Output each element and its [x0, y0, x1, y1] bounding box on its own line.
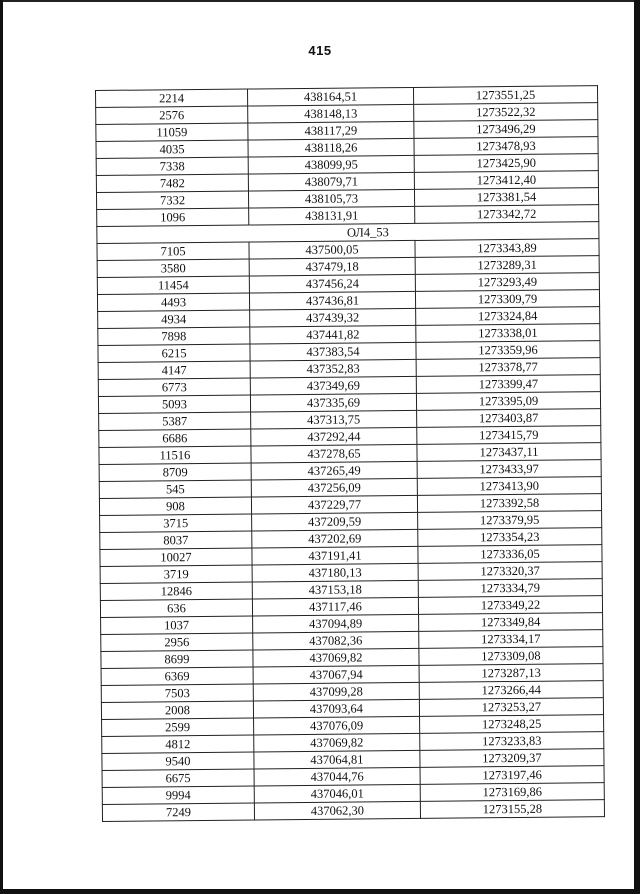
x-coordinate-cell: 438117,29 [248, 121, 414, 140]
point-number-cell: 2576 [96, 106, 248, 124]
point-number-cell: 4812 [102, 735, 254, 753]
x-coordinate-cell: 437082,36 [253, 631, 419, 650]
y-coordinate-cell: 1273378,77 [416, 358, 600, 377]
y-coordinate-cell: 1273395,09 [416, 392, 600, 411]
x-coordinate-cell: 437046,01 [254, 784, 420, 803]
y-coordinate-cell: 1273289,31 [415, 256, 599, 275]
y-coordinate-cell: 1273293,49 [415, 273, 599, 292]
y-coordinate-cell: 1273309,08 [419, 647, 603, 666]
y-coordinate-cell: 1273349,22 [418, 596, 602, 615]
x-coordinate-cell: 438164,51 [247, 87, 413, 106]
x-coordinate-cell: 437335,69 [250, 393, 416, 412]
y-coordinate-cell: 1273379,95 [418, 511, 602, 530]
x-coordinate-cell: 437439,32 [250, 308, 416, 327]
y-coordinate-cell: 1273266,44 [419, 681, 603, 700]
y-coordinate-cell: 1273349,84 [419, 613, 603, 632]
point-number-cell: 5387 [99, 412, 251, 430]
y-coordinate-cell: 1273478,93 [414, 137, 598, 156]
x-coordinate-cell: 438079,71 [248, 172, 414, 191]
point-number-cell: 4493 [97, 293, 249, 311]
point-number-cell: 908 [99, 497, 251, 515]
x-coordinate-cell: 438099,95 [248, 155, 414, 174]
point-number-cell: 4035 [96, 140, 248, 158]
point-number-cell: 7898 [98, 327, 250, 345]
x-coordinate-cell: 437479,18 [249, 257, 415, 276]
y-coordinate-cell: 1273433,97 [417, 460, 601, 479]
point-number-cell: 2214 [96, 89, 248, 107]
point-number-cell: 1037 [101, 616, 253, 634]
x-coordinate-cell: 437191,41 [252, 546, 418, 565]
point-number-cell: 3715 [100, 514, 252, 532]
point-number-cell: 636 [100, 599, 252, 617]
y-coordinate-cell: 1273253,27 [419, 698, 603, 717]
point-number-cell: 7482 [96, 174, 248, 192]
point-number-cell: 6675 [102, 769, 254, 787]
point-number-cell: 6686 [99, 429, 251, 447]
x-coordinate-cell: 437064,81 [254, 750, 420, 769]
x-coordinate-cell: 437436,81 [249, 291, 415, 310]
point-number-cell: 1096 [97, 208, 249, 226]
x-coordinate-cell: 437500,05 [249, 240, 415, 259]
page-number: 415 [308, 43, 332, 58]
x-coordinate-cell: 438105,73 [248, 189, 414, 208]
y-coordinate-cell: 1273338,01 [416, 324, 600, 343]
scan-border-bottom [0, 889, 640, 894]
x-coordinate-cell: 438118,26 [248, 138, 414, 157]
point-number-cell: 6369 [101, 667, 253, 685]
y-coordinate-cell: 1273522,32 [414, 103, 598, 122]
point-number-cell: 9540 [102, 752, 254, 770]
x-coordinate-cell: 437209,59 [252, 512, 418, 531]
y-coordinate-cell: 1273343,89 [415, 239, 599, 258]
y-coordinate-cell: 1273359,96 [416, 341, 600, 360]
point-number-cell: 9994 [102, 786, 254, 804]
x-coordinate-cell: 437180,13 [252, 563, 418, 582]
point-number-cell: 7105 [97, 242, 249, 260]
point-number-cell: 11454 [97, 276, 249, 294]
point-number-cell: 545 [99, 480, 251, 498]
x-coordinate-cell: 437313,75 [251, 410, 417, 429]
point-number-cell: 7332 [96, 191, 248, 209]
x-coordinate-cell: 437069,82 [254, 733, 420, 752]
x-coordinate-cell: 437069,82 [253, 648, 419, 667]
x-coordinate-cell: 437076,09 [254, 716, 420, 735]
y-coordinate-cell: 1273551,25 [413, 86, 597, 105]
point-number-cell: 12846 [100, 582, 252, 600]
y-coordinate-cell: 1273425,90 [414, 154, 598, 173]
point-number-cell: 8037 [100, 531, 252, 549]
y-coordinate-cell: 1273320,37 [418, 562, 602, 581]
point-number-cell: 6215 [98, 344, 250, 362]
y-coordinate-cell: 1273324,84 [416, 307, 600, 326]
coordinates-table [95, 85, 605, 822]
x-coordinate-cell: 437278,65 [251, 444, 417, 463]
x-coordinate-cell: 437093,64 [253, 699, 419, 718]
x-coordinate-cell: 437202,69 [252, 529, 418, 548]
y-coordinate-cell: 1273197,46 [420, 766, 604, 785]
point-number-cell: 8699 [101, 650, 253, 668]
point-number-cell: 5093 [98, 395, 250, 413]
y-coordinate-cell: 1273287,13 [419, 664, 603, 683]
y-coordinate-cell: 1273496,29 [414, 120, 598, 139]
y-coordinate-cell: 1273412,40 [414, 171, 598, 190]
section-title: ОЛ4_53 [97, 222, 599, 244]
x-coordinate-cell: 437044,76 [254, 767, 420, 786]
point-number-cell: 7249 [102, 803, 254, 821]
y-coordinate-cell: 1273399,47 [416, 375, 600, 394]
scan-border-top [0, 0, 640, 2]
y-coordinate-cell: 1273392,58 [417, 494, 601, 513]
point-number-cell: 7338 [96, 157, 248, 175]
point-number-cell: 2008 [101, 701, 253, 719]
x-coordinate-cell: 438131,91 [249, 206, 415, 225]
x-coordinate-cell: 437352,83 [250, 359, 416, 378]
y-coordinate-cell: 1273437,11 [417, 443, 601, 462]
y-coordinate-cell: 1273233,83 [420, 732, 604, 751]
point-number-cell: 3580 [97, 259, 249, 277]
y-coordinate-cell: 1273169,86 [420, 783, 604, 802]
point-number-cell: 8709 [99, 463, 251, 481]
y-coordinate-cell: 1273336,05 [418, 545, 602, 564]
y-coordinate-cell: 1273342,72 [415, 205, 599, 224]
point-number-cell: 7503 [101, 684, 253, 702]
x-coordinate-cell: 437349,69 [250, 376, 416, 395]
point-number-cell: 4934 [98, 310, 250, 328]
y-coordinate-cell: 1273209,37 [420, 749, 604, 768]
y-coordinate-cell: 1273309,79 [415, 290, 599, 309]
y-coordinate-cell: 1273381,54 [414, 188, 598, 207]
point-number-cell: 3719 [100, 565, 252, 583]
x-coordinate-cell: 437456,24 [249, 274, 415, 293]
x-coordinate-cell: 437292,44 [251, 427, 417, 446]
y-coordinate-cell: 1273334,17 [419, 630, 603, 649]
table-body-bottom [97, 239, 605, 822]
x-coordinate-cell: 437153,18 [252, 580, 418, 599]
y-coordinate-cell: 1273415,79 [417, 426, 601, 445]
x-coordinate-cell: 437099,28 [253, 682, 419, 701]
y-coordinate-cell: 1273248,25 [420, 715, 604, 734]
x-coordinate-cell: 437383,54 [250, 342, 416, 361]
x-coordinate-cell: 437229,77 [251, 495, 417, 514]
point-number-cell: 6773 [98, 378, 250, 396]
x-coordinate-cell: 437067,94 [253, 665, 419, 684]
y-coordinate-cell: 1273334,79 [418, 579, 602, 598]
y-coordinate-cell: 1273403,87 [417, 409, 601, 428]
point-number-cell: 2956 [101, 633, 253, 651]
x-coordinate-cell: 437117,46 [252, 597, 418, 616]
point-number-cell: 10027 [100, 548, 252, 566]
table-body-top [96, 86, 599, 227]
y-coordinate-cell: 1273354,23 [418, 528, 602, 547]
y-coordinate-cell: 1273155,28 [420, 800, 604, 819]
point-number-cell: 2599 [102, 718, 254, 736]
x-coordinate-cell: 437256,09 [251, 478, 417, 497]
x-coordinate-cell: 437265,49 [251, 461, 417, 480]
y-coordinate-cell: 1273413,90 [417, 477, 601, 496]
point-number-cell: 4147 [98, 361, 250, 379]
x-coordinate-cell: 437094,89 [253, 614, 419, 633]
x-coordinate-cell: 437441,82 [250, 325, 416, 344]
point-number-cell: 11516 [99, 446, 251, 464]
scan-border-right [634, 0, 640, 894]
point-number-cell: 11059 [96, 123, 248, 141]
x-coordinate-cell: 437062,30 [254, 801, 420, 820]
scan-border-left [0, 0, 3, 894]
x-coordinate-cell: 438148,13 [248, 104, 414, 123]
